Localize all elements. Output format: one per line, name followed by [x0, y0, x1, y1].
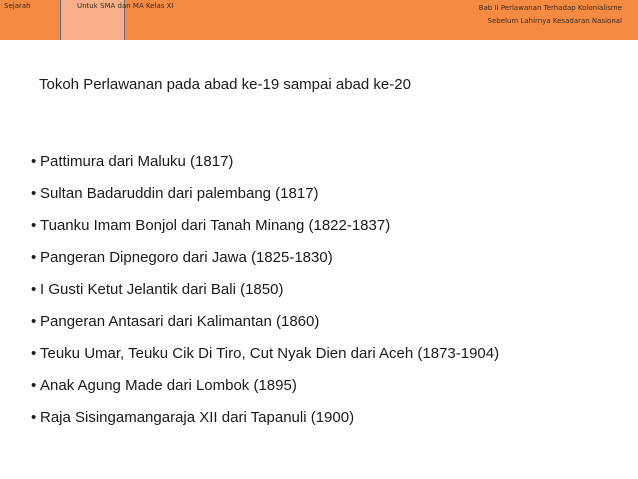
- list-item: [31, 216, 499, 248]
- bullet-icon: •: [31, 281, 37, 298]
- figure-list: [31, 152, 499, 440]
- list-item: [31, 248, 499, 280]
- list-item: [31, 152, 499, 184]
- page-title: Tokoh Perlawanan pada abad ke-19 sampai abad ke-20: [39, 76, 411, 93]
- bullet-icon: •: [31, 249, 37, 266]
- class-label: Untuk SMA dan MA Kelas XI: [77, 2, 174, 10]
- list-item: [31, 312, 499, 344]
- list-item: [31, 184, 499, 216]
- list-item-text: Sultan Badaruddin dari palembang (1817): [40, 185, 319, 202]
- chapter-info: [479, 2, 622, 28]
- bullet-icon: •: [31, 153, 37, 170]
- list-item: [31, 376, 499, 408]
- list-item-text: Teuku Umar, Teuku Cik Di Tiro, Cut Nyak Dien dari Aceh (1873-1904): [40, 345, 500, 362]
- list-item: [31, 408, 499, 440]
- chapter-line-1: Bab II Perlawanan Terhadap Kolonialisme: [478, 4, 622, 12]
- chapter-line-2: Sebelum Lahirnya Kesadaran Nasional: [487, 17, 622, 25]
- list-item-text: I Gusti Ketut Jelantik dari Bali (1850): [40, 281, 284, 298]
- bullet-icon: •: [31, 313, 37, 330]
- list-item-text: Anak Agung Made dari Lombok (1895): [40, 377, 297, 394]
- header-bar: [0, 0, 638, 40]
- subject-label: Sejarah: [4, 2, 31, 10]
- list-item-text: Pangeran Dipnegoro dari Jawa (1825-1830): [40, 249, 333, 266]
- list-item-text: Pangeran Antasari dari Kalimantan (1860): [40, 313, 320, 330]
- list-item: [31, 280, 499, 312]
- bullet-icon: •: [31, 217, 37, 234]
- list-item-text: Pattimura dari Maluku (1817): [40, 153, 234, 170]
- list-item-text: Raja Sisingamangaraja XII dari Tapanuli (1900): [40, 409, 355, 426]
- bullet-icon: •: [31, 409, 37, 426]
- bullet-icon: •: [31, 345, 37, 362]
- list-item-text: Tuanku Imam Bonjol dari Tanah Minang (1822-1837): [40, 217, 391, 234]
- list-item: [31, 344, 499, 376]
- bullet-icon: •: [31, 377, 37, 394]
- bullet-icon: •: [31, 185, 37, 202]
